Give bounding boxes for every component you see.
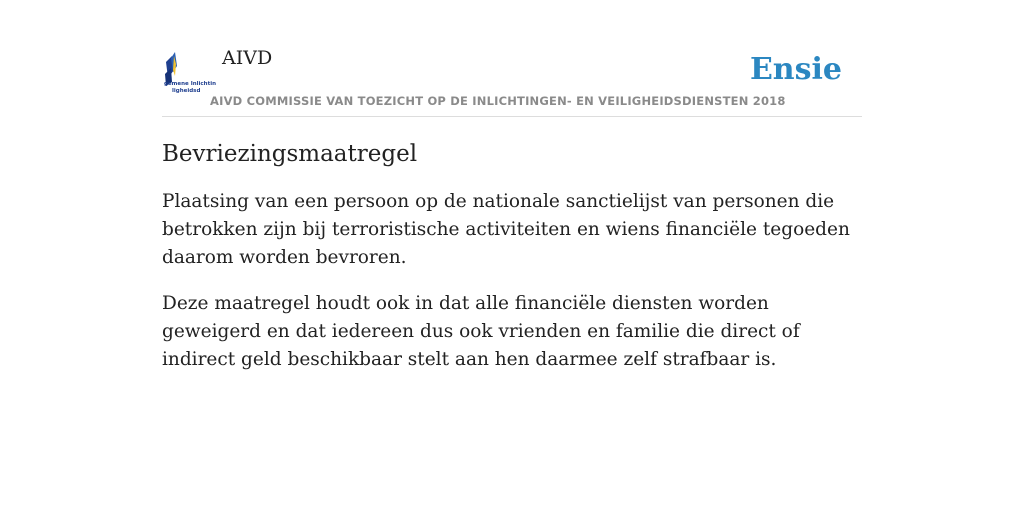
header (162, 40, 862, 117)
entry-paragraph-1: Plaatsing van een persoon op de nationale sanctielijst van personen die betrokken zijn bij terroristische activiteiten en wiens financiële tegoeden daarom worden bevroren. (162, 191, 850, 268)
entry-content (162, 138, 862, 392)
ensie-brand-link[interactable]: Ensie (749, 52, 842, 87)
org-name: AIVD (222, 47, 273, 69)
source-subtitle: AIVD COMMISSIE VAN TOEZICHT OP DE INLICHTINGEN- EN VEILIGHEIDSDIENSTEN 2018 (210, 94, 786, 108)
logo-caption-1: gemene Inlichtin (164, 81, 217, 87)
entry-paragraph-2: Deze maatregel houdt ook in dat alle financiële diensten worden geweigerd en dat iedereen dus ook vrienden en familie die direct of indirect geld beschikbaar stelt aan hen daarmee zelf strafbaar is. (162, 293, 800, 370)
aivd-logo (162, 48, 217, 98)
entry-term: Bevriezingsmaatregel (162, 141, 418, 167)
logo-caption-2: ligheidsd (172, 88, 201, 94)
